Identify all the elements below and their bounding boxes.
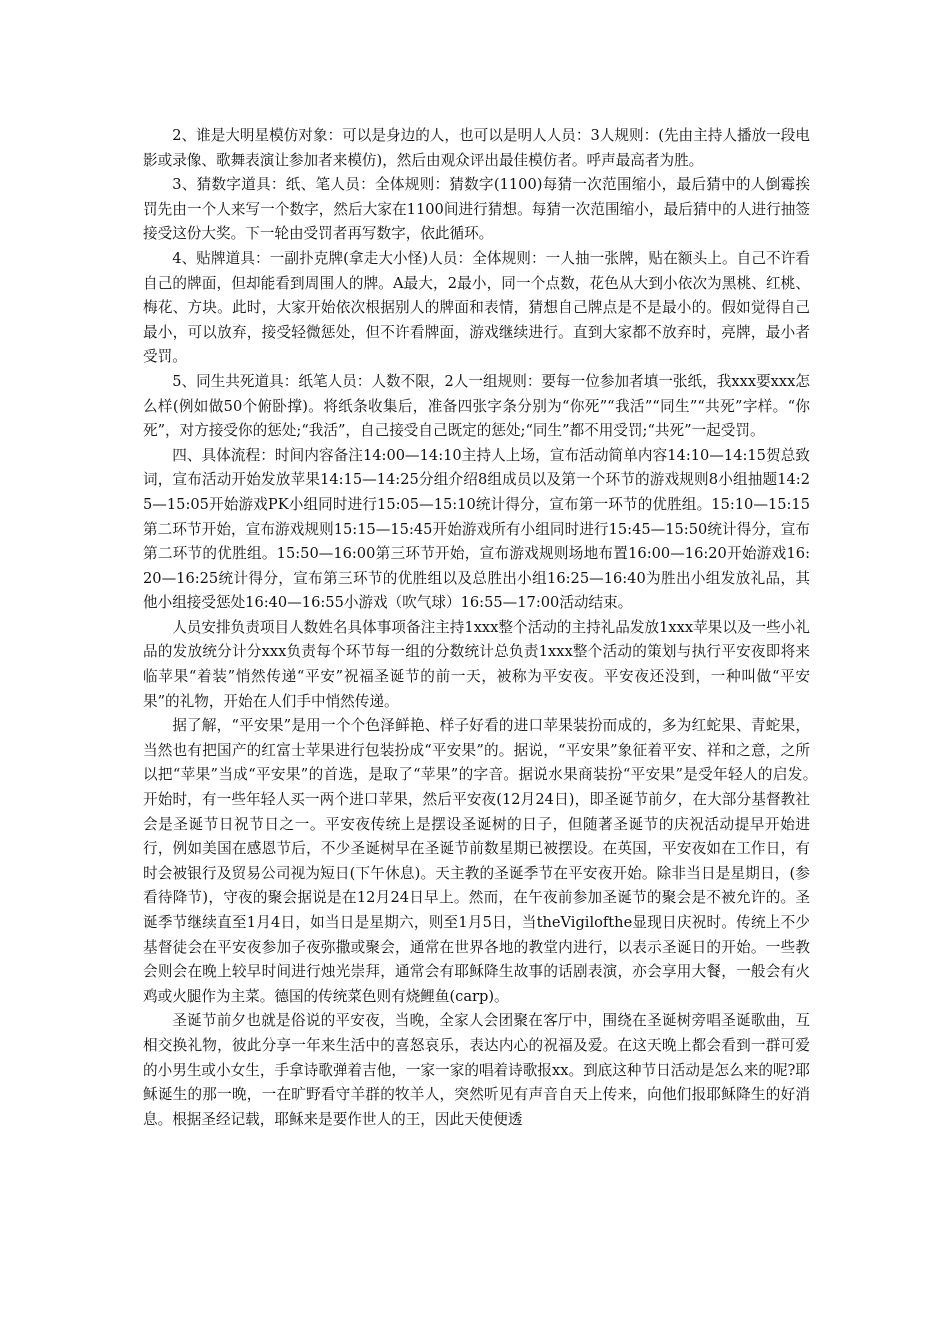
paragraph-game-live-or-die: 5、同生共死道具：纸笔人员：人数不限，2人一组规则：要每一位参加者填一张纸，我xxx要xxx怎么样(例如做50个俯卧撑)。将纸条收集后，准备四张字条分别为“你死”“我活”“同生”“共死”字样。“你死”，对方接受你的惩处;“我活”，自己接受自己既定的惩处;“同生”都不用受罚;“共死”一起受罚。: [143, 372, 810, 440]
paragraph-game-guess-number: 3、猜数字道具：纸、笔人员：全体规则：猜数字(1100)每猜一次范围缩小，最后猜中的人倒霉挨罚先由一个人来写一个数字，然后大家在1100间进行猜想。每猜一次范围缩小，最后猜中的人进行抽签接受这份大奖。下一轮由受罚者再写数字，依此循环。: [143, 176, 810, 243]
paragraph-game-card-on-forehead: 4、贴牌道具：一副扑克牌(拿走大小怪)人员：全体规则：一人抽一张牌，贴在额头上。自己不许看自己的牌面，但却能看到周围人的牌。A最大，2最小，同一个点数，花色从大到小依次为黑桃、红桃、梅花、方块。此时，大家开始依次根据别人的牌面和表情，猜想自己牌点是不是最小的。假如觉得自己最小，可以放弃，接受轻微惩处，但不许看牌面，游戏继续进行。直到大家都不放弃时，亮牌，最小者受罚。: [143, 249, 810, 366]
paragraph-game-celebrity-imitation: 2、谁是大明星模仿对象：可以是身边的人，也可以是明人人员：3人规则：(先由主持人播放一段电影或录像、歌舞表演让参加者来模仿)，然后由观众评出最佳模仿者。呼声最高者为胜。: [143, 127, 810, 169]
paragraph-schedule: 四、具体流程：时间内容备注14:00—14:10主持人上场，宣布活动简单内容14:10—14:15贺总致词，宣布活动开始发放苹果14:15—14:25分组介绍8组成员以及第一个环节的游戏规则8小组抽题14:25—15:05开始游戏PK小组同时进行15:05—15:10统计得分，宣布第一环节的优胜组。15:10—15:15第二环节开始，宣布游戏规则15:15—15:45开始游戏所有小组同时进行15:45—15:50统计得分，宣布第二环节的优胜组。15:50—16:00第三环节开始，宣布游戏规则场地布置16:00—16:20开始游戏16:20—16:25统计得分，宣布第三环节的优胜组以及总胜出小组16:25—16:40为胜出小组发放礼品，其他小组接受惩处16:40—16:55小游戏（吹气球）16:55—17:00活动结束。: [143, 446, 810, 612]
paragraph-peace-apple: 据了解，“平安果”是用一个个色泽鲜艳、样子好看的进口苹果装扮而成的，多为红蛇果、青蛇果，当然也有把国产的红富士苹果进行包装扮成“平安果”的。据说，“平安果”象征着平安、祥和之意，之所以把“苹果”当成“平安果”的首选，是取了“苹果”的字音。据说水果商装扮“平安果”是受年轻人的启发。 开始时，有一些年轻人买一两个进口苹果，然后平安夜(12月24日)，即圣诞节前夕，在大部分基督教社会是圣诞节日祝节日之一。平安夜传统上是摆设圣诞树的日子，但随著圣诞节的庆祝活动提早开始进行，例如美国在感恩节后，不少圣诞树早在圣诞节前数星期已被摆设。在英国，平安夜如在工作日，有时会被银行及贸易公司视为短日(下午休息)。天主教的圣诞季节在平安夜开始。除非当日是星期日，(参看待降节)，守夜的聚会据说是在12月24日早上。然而，在午夜前参加圣诞节的聚会是不被允许的。圣诞季节继续直至1月4日，如当日是星期六，则至1月5日，当theVigilofthe显现日庆祝时。传统上不少基督徒会在平安夜参加子夜弥撒或聚会，通常在世界各地的教堂内进行，以表示圣诞日的开始。一些教会则会在晚上较早时间进行烛光崇拜，通常会有耶稣降生故事的话剧表演，亦会享用大餐，一般会有火鸡或火腿作为主菜。德国的传统菜色则有烧鲤鱼(carp)。: [143, 717, 825, 1005]
paragraph-christmas-eve: 圣诞节前夕也就是俗说的平安夜，当晚，全家人会团聚在客厅中，围绕在圣诞树旁唱圣诞歌曲，互相交换礼物，彼此分享一年来生活中的喜怒哀乐，表达内心的祝福及爱。在这天晚上都会看到一群可爱的小男生或小女生，手拿诗歌弹着吉他，一家一家的唱着诗歌报xx。到底这种节日活动是怎么来的呢?耶稣诞生的那一晚，一在旷野看守羊群的牧羊人，突然听见有声音自天上传来，向他们报耶稣降生的好消息。根据圣经记载，耶稣来是要作世人的王，因此天使便透: [143, 1012, 810, 1128]
paragraph-staffing: 人员安排负责项目人数姓名具体事项备注主持1xxx整个活动的主持礼品发放1xxx苹果以及一些小礼品的发放统分计分xxx负责每个环节每一组的分数统计总负责1xxx整个活动的策划与执行平安夜即将来临苹果“着装”悄然传递“平安”祝福圣诞节的前一天，被称为平安夜。平安夜还没到，一种叫做“平安果”的礼物，开始在人们手中悄然传递。: [143, 618, 810, 710]
document-body: [143, 124, 825, 1132]
